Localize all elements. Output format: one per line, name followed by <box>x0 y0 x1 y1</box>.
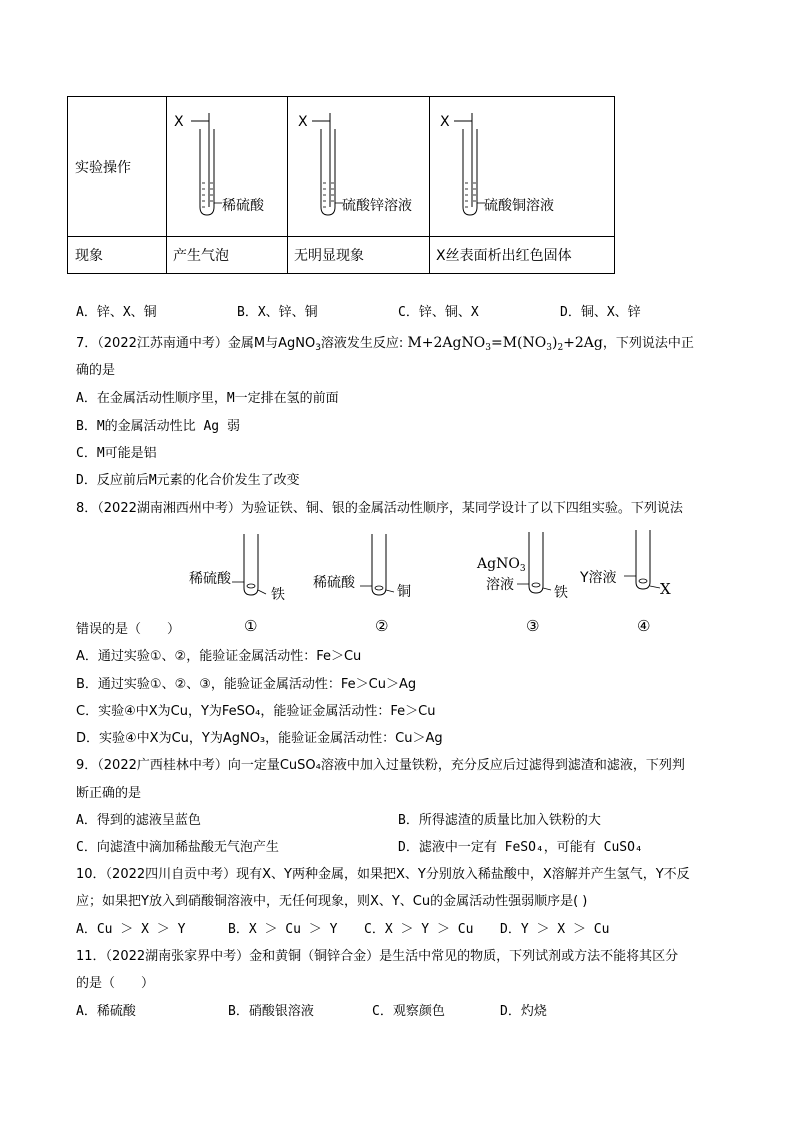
q11-option-d: D．灼烧 <box>500 1004 547 1019</box>
q8-stem-line1: 8．（2022湖南湘西州中考）为验证铁、铜、银的金属活动性顺序，某同学设计了以下四组实验。下列说法 <box>76 501 683 516</box>
q11-option-b: B．硝酸银溶液 <box>228 1004 314 1019</box>
table-row <box>68 237 615 274</box>
tube-liquid-label: 硫酸铜溶液 <box>484 198 554 214</box>
tube-liquid-label: 稀硫酸 <box>222 198 264 214</box>
table-cell <box>68 97 167 237</box>
row-label-phenomenon: 现象 <box>75 248 103 264</box>
exp3-metal-label: 铁 <box>554 585 568 601</box>
metal-label: X <box>440 114 450 130</box>
test-tube-icon <box>356 532 426 602</box>
q10-stem-line1: 10．（2022四川自贡中考）现有X、Y两种金属，如果把X、Y分别放入稀盐酸中，X溶解并产生氢气，Y不反 <box>76 867 690 882</box>
experiment-table <box>67 96 615 274</box>
q6-option-c: C．锌、铜、X <box>398 305 479 320</box>
q7-option-d: D．反应前后M元素的化合价发生了改变 <box>76 473 300 488</box>
test-tube-icon <box>513 530 583 600</box>
q11-option-c: C．观察颜色 <box>372 1004 445 1019</box>
metal-label: X <box>298 114 308 130</box>
result-text: 无明显现象 <box>294 248 364 264</box>
table-cell <box>430 237 615 274</box>
q10-stem-line2: 应；如果把Y放入到硝酸铜溶液中，无任何现象，则X、Y、Cu的金属活动性强弱顺序是( ) <box>76 894 588 909</box>
q7-stem-line2: 确的是 <box>76 363 116 378</box>
exp2-number: ② <box>375 617 389 635</box>
exp4-number: ④ <box>637 617 651 635</box>
q9-stem-line1: 9．（2022广西桂林中考）向一定量CuSO₄溶液中加入过量铁粉，充分反应后过滤得到滤渣和滤液，下列判 <box>76 758 685 773</box>
q10-option-c: C．X ＞ Y ＞ Cu <box>364 922 474 937</box>
tube-cell-3 <box>430 97 615 237</box>
table-cell <box>288 237 430 274</box>
q8-stem-line2: 错误的是（ ） <box>76 622 181 637</box>
q7-stem-line1: 7．（2022江苏南通中考）金属M与AgNO$_3$溶液发生反应: $M+2AgNO_3=M(NO_3)_2+2Ag$，下列说法中正 <box>76 335 694 353</box>
table-cell <box>68 237 167 274</box>
tube-cell-1 <box>167 97 288 237</box>
q8-option-d: D．实验④中X为Cu，Y为AgNO₃，能验证金属活动性：Cu＞Ag <box>76 731 443 746</box>
test-tube-icon <box>228 532 298 602</box>
exp2-metal-label: 铜 <box>397 584 411 600</box>
q6-option-a: A．锌、X、铜 <box>76 305 157 320</box>
exp4-metal-label: X <box>660 580 671 598</box>
metal-label: X <box>174 114 184 130</box>
q7-option-b: B．M的金属活动性比 Ag 弱 <box>76 419 240 434</box>
q8-option-c: C．实验④中X为Cu，Y为FeSO₄，能验证金属活动性：Fe＞Cu <box>76 704 436 719</box>
q8-option-a: A．通过实验①、②，能验证金属活动性：Fe＞Cu <box>76 649 362 664</box>
result-text: X丝表面析出红色固体 <box>436 248 572 264</box>
exp1-liquid-label: 稀硫酸 <box>189 571 231 587</box>
q9-option-c: C．向滤渣中滴加稀盐酸无气泡产生 <box>76 840 279 855</box>
exp2-liquid-label: 稀硫酸 <box>313 575 355 591</box>
q9-option-d: D．滤液中一定有 FeSO₄，可能有 CuSO₄ <box>398 840 643 855</box>
q11-stem-line1: 11．（2022湖南张家界中考）金和黄铜（铜锌合金）是生活中常见的物质，下列试剂或方法不能将其区分 <box>76 949 679 964</box>
q9-option-b: B．所得滤渣的质量比加入铁粉的大 <box>398 813 601 828</box>
tube-cell-2 <box>288 97 430 237</box>
exp3-liquid-label: 溶液 <box>486 577 514 593</box>
q7-option-a: A．在金属活动性顺序里，M一定排在氢的前面 <box>76 391 339 406</box>
q11-option-a: A．稀硫酸 <box>76 1004 136 1019</box>
q11-stem-line2: 的是（ ） <box>76 976 155 991</box>
q8-option-b: B．通过实验①、②、③，能验证金属活动性：Fe＞Cu＞Ag <box>76 677 417 692</box>
q7-option-c: C．M可能是铝 <box>76 446 157 461</box>
test-tube-icon <box>620 528 690 598</box>
row-label-operation: 实验操作 <box>75 159 131 176</box>
q6-option-b: B．X、锌、铜 <box>237 305 318 320</box>
table-row <box>68 97 615 237</box>
exp1-number: ① <box>244 617 258 635</box>
exp3-liquid-formula: AgNO$_3$ <box>477 556 526 574</box>
q9-stem-line2: 断正确的是 <box>76 786 142 801</box>
exp1-metal-label: 铁 <box>271 587 285 603</box>
table-cell <box>167 237 288 274</box>
result-text: 产生气泡 <box>173 248 229 264</box>
q6-option-d: D．铜、X、锌 <box>560 305 641 320</box>
q10-option-b: B．X ＞ Cu ＞ Y <box>228 922 338 937</box>
exp4-liquid-label: Y溶液 <box>580 570 617 586</box>
reaction-equation: $M+2AgNO_3=M(NO_3)_2+2Ag$ <box>407 335 603 353</box>
exp3-number: ③ <box>526 617 540 635</box>
q10-option-a: A．Cu ＞ X ＞ Y <box>76 922 186 937</box>
q10-option-d: D．Y ＞ X ＞ Cu <box>500 922 610 937</box>
tube-liquid-label: 硫酸锌溶液 <box>342 198 412 214</box>
q9-option-a: A．得到的滤液呈蓝色 <box>76 813 201 828</box>
